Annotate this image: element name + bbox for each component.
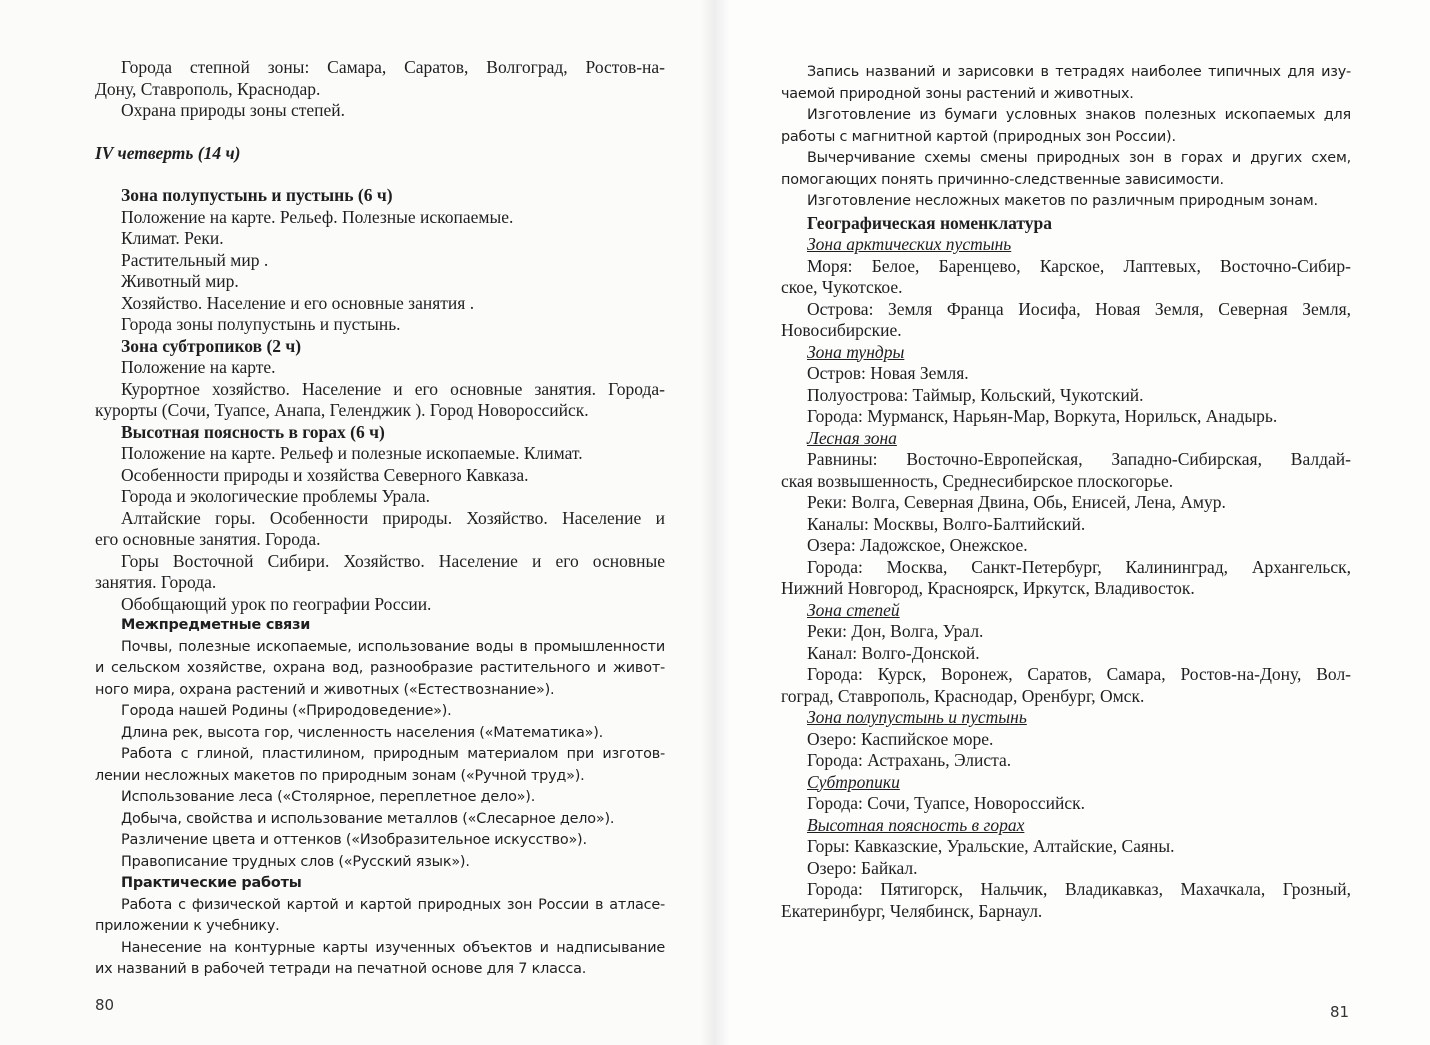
steppe-protection: Охрана природы зоны степей. [121, 100, 346, 120]
nomenclature-item: Города: Мурманск, Нарьян-Мар, Воркута, Норильск, Анадырь. [807, 406, 1278, 426]
altitude-topic: Города и экологические проблемы Урала. [121, 486, 431, 506]
recommendation-item: Вычерчивание схемы смены природных зон в горах и других схем, [807, 150, 1351, 166]
interdisciplinary-item: Различение цвета и оттенков («Изобразительное искусство»). [121, 832, 587, 848]
recommendation-item: Изготовление несложных макетов по различным природным зонам. [807, 193, 1318, 209]
steppe-cities-line: Города степной зоны: Самара, Саратов, Волгоград, Ростов-на- [121, 57, 665, 77]
nomenclature-item: Остров: Новая Земля. [807, 363, 969, 383]
page-number-right: 81 [1330, 1003, 1350, 1021]
nomenclature-item: Города: Москва, Санкт-Петербург, Калининград, Архангельск, [807, 556, 1351, 577]
subtropics-topic: курорты (Сочи, Туапсе, Анапа, Геленджик ). Город Новороссийск. [95, 400, 589, 420]
recommendation-item: Изготовление из бумаги условных знаков полезных ископаемых для [807, 107, 1351, 123]
practical-item: Работа с физической картой и картой природных зон России в атласе- [121, 896, 665, 913]
nomenclature-item: ское, Чукотское. [781, 277, 903, 297]
altitude-heading: Высотная поясность в горах (6 ч) [121, 421, 385, 442]
interdisciplinary-item: Длина рек, высота гор, численность населения («Математика»). [121, 724, 604, 741]
semidesert-topic: Животный мир. [121, 271, 239, 291]
altitude-topic: Положение на карте. Рельеф и полезные ископаемые. Климат. [121, 443, 583, 463]
nomenclature-item: Равнины: Восточно-Европейская, Западно-Сибирская, Валдай- [807, 449, 1351, 469]
recommendation-item: помогающих понять причинно-следственные зависимости. [781, 171, 1224, 188]
nomenclature-item: Озеро: Байкал. [807, 857, 918, 878]
interdisciplinary-item: Города нашей Родины («Природоведение»). [121, 703, 452, 719]
recommendation-item: работы с магнитной картой (природных зон России). [781, 128, 1176, 145]
semidesert-topic: Растительный мир . [121, 249, 269, 270]
practical-item: Нанесение на контурные карты изученных объектов и надписывание [121, 939, 665, 956]
zone-heading-forest: Лесная зона [807, 427, 897, 448]
page-number-left: 80 [95, 996, 115, 1014]
zone-heading-subtropics: Субтропики [807, 771, 900, 792]
interdisciplinary-item: лении несложных макетов по природным зонам («Ручной труд»). [95, 767, 585, 784]
zone-heading-arctic: Зона арктических пустынь [807, 234, 1012, 254]
interdisciplinary-item: Использование леса («Столярное, переплетное дело»). [121, 789, 536, 805]
altitude-topic: Алтайские горы. Особенности природы. Хозяйство. Население и [121, 507, 665, 528]
quarter-heading: IV четверть (14 ч) [95, 142, 241, 163]
nomenclature-item: Нижний Новгород, Красноярск, Иркутск, Владивосток. [781, 578, 1195, 598]
nomenclature-item: Каналы: Москвы, Волго-Балтийский. [807, 513, 1086, 534]
practical-item: приложении к учебнику. [95, 918, 280, 934]
altitude-topic: Горы Восточной Сибири. Хозяйство. Население и его основные [121, 550, 665, 571]
interdisciplinary-item: Работа с глиной, пластилином, природным материалом при изготов- [121, 746, 665, 762]
semidesert-topic: Хозяйство. Население и его основные занятия . [121, 292, 475, 313]
nomenclature-item: Горы: Кавказские, Уральские, Алтайские, Саяны. [807, 836, 1175, 856]
book-spine-shadow [700, 0, 730, 1045]
semidesert-heading: Зона полупустынь и пустынь (6 ч) [121, 185, 393, 205]
recommendation-item: чаемой природной зоны растений и животных. [781, 85, 1134, 102]
zone-heading-steppe: Зона степей [807, 599, 900, 620]
subtropics-heading: Зона субтропиков (2 ч) [121, 335, 302, 356]
altitude-topic: занятия. Города. [95, 572, 217, 592]
nomenclature-heading: Географическая номенклатура [807, 212, 1053, 233]
zone-heading-semidesert: Зона полупустынь и пустынь [807, 707, 1027, 727]
nomenclature-item: Города: Астрахань, Элиста. [807, 750, 1012, 770]
right-page-text [781, 62, 1351, 922]
interdisciplinary-heading: Межпредметные связи [121, 617, 311, 633]
nomenclature-item: Реки: Дон, Волга, Урал. [807, 621, 984, 641]
nomenclature-item: Канал: Волго-Донской. [807, 642, 980, 663]
nomenclature-item: Екатеринбург, Челябинск, Барнаул. [781, 900, 1043, 921]
zone-heading-mountains: Высотная поясность в горах [807, 814, 1025, 835]
practical-heading: Практические работы [121, 875, 302, 891]
nomenclature-item: ская возвышенность, Среднесибирское плоскогорье. [781, 470, 1174, 491]
zone-heading-tundra: Зона тундры [807, 341, 905, 362]
nomenclature-item: Озера: Ладожское, Онежское. [807, 535, 1028, 555]
interdisciplinary-item: и сельском хозяйстве, охрана вод, разнообразие растительного и живот- [95, 660, 665, 676]
subtropics-topic: Курортное хозяйство. Население и его основные занятия. Города- [121, 378, 665, 399]
altitude-topic: Особенности природы и хозяйства Северного Кавказа. [121, 464, 529, 485]
interdisciplinary-item: ного мира, охрана растений и животных («Естествознание»). [95, 681, 555, 698]
interdisciplinary-item: Почвы, полезные ископаемые, использование воды в промышленности [121, 638, 665, 655]
nomenclature-item: Города: Курск, Воронеж, Саратов, Самара, Ростов-на-Дону, Вол- [807, 664, 1351, 684]
interdisciplinary-item: Правописание трудных слов («Русский язык»). [121, 853, 470, 870]
nomenclature-item: Новосибирские. [781, 320, 902, 340]
altitude-topic: его основные занятия. Города. [95, 529, 321, 549]
interdisciplinary-item: Добыча, свойства и использование металлов («Слесарное дело»). [121, 810, 615, 827]
nomenclature-item: Моря: Белое, Баренцево, Карское, Лаптевых, Восточно-Сибир- [807, 255, 1351, 276]
nomenclature-item: Озеро: Каспийское море. [807, 728, 994, 749]
nomenclature-item: Полуострова: Таймыр, Кольский, Чукотский. [807, 384, 1144, 405]
nomenclature-item: Города: Сочи, Туапсе, Новороссийск. [807, 793, 1085, 813]
practical-item: их названий в рабочей тетради на печатной основе для 7 класса. [95, 961, 587, 977]
altitude-topic: Обобщающий урок по географии России. [121, 593, 432, 614]
left-page-text [95, 57, 665, 981]
subtropics-topic: Положение на карте. [121, 357, 276, 377]
nomenclature-item: Острова: Земля Франца Иосифа, Новая Земля, Северная Земля, [807, 298, 1351, 319]
nomenclature-item: Реки: Волга, Северная Двина, Обь, Енисей, Лена, Амур. [807, 492, 1226, 512]
nomenclature-item: гоград, Ставрополь, Краснодар, Оренбург, Омск. [781, 685, 1145, 706]
nomenclature-item: Города: Пятигорск, Нальчик, Владикавказ, Махачкала, Грозный, [807, 879, 1351, 899]
semidesert-topic: Города зоны полупустынь и пустынь. [121, 314, 401, 334]
semidesert-topic: Положение на карте. Рельеф. Полезные ископаемые. [121, 206, 514, 227]
steppe-cities-line: Дону, Ставрополь, Краснодар. [95, 78, 321, 99]
semidesert-topic: Климат. Реки. [121, 228, 224, 248]
recommendation-item: Запись названий и зарисовки в тетрадях наиболее типичных для изу- [807, 64, 1351, 80]
